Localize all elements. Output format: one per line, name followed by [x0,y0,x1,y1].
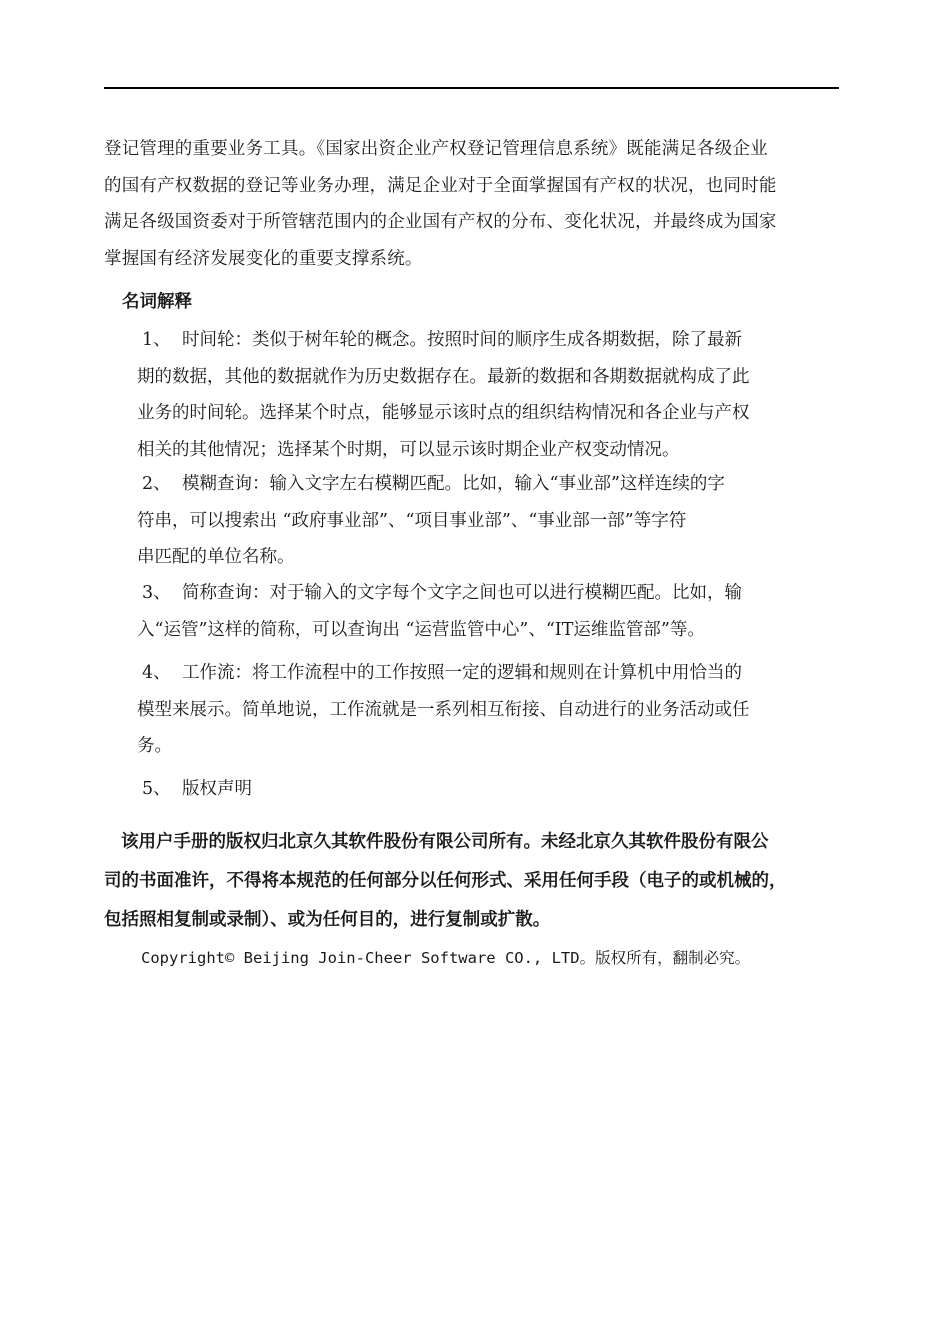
term-line: 相关的其他情况；选择某个时期，可以显示该时期企业产权变动情况。 [137,439,680,460]
copyright-line: 司的书面准许，不得将本规范的任何部分以任何形式、采用任何手段（电子的或机械的， [104,871,787,891]
header-rule [104,87,839,89]
term-number: 2、 [142,474,171,494]
copyright-english-line: Copyright© Beijing Join-Cheer Software CO., LTD。版权所有，翻制必究。 [141,949,751,967]
term-line: 入“运管”这样的简称，可以查询出 “运营监管中心”、“IT运维监管部”等。 [137,619,705,640]
term-line: 期的数据，其他的数据就作为历史数据存在。最新的数据和各期数据就构成了此 [137,366,750,387]
copyright-statement [104,823,844,940]
term-line: 务。 [137,736,172,756]
term-first-line [137,655,837,692]
term-first-line [137,771,837,808]
term-number: 5、 [142,779,171,799]
term-text: 版权声明 [182,779,252,799]
term-line: 串匹配的单位名称。 [137,547,295,567]
glossary-term-copyright [137,771,837,808]
glossary-term-abbreviation-query [137,575,837,648]
term-number: 3、 [142,583,171,603]
glossary-heading: 名词解释 [122,292,192,312]
term-line: 符串，可以搜索出 “政府事业部”、“项目事业部”、“事业部一部”等字符 [137,510,687,531]
glossary-term-fuzzy-query [137,466,837,576]
intro-line: 满足各级国资委对于所管辖范围内的企业国有产权的分布、变化状况，并最终成为国家 [104,212,777,232]
term-first-line [137,575,837,612]
term-text: 简称查询：对于输入的文字每个文字之间也可以进行模糊匹配。比如，输 [182,583,742,603]
intro-line: 掌握国有经济发展变化的重要支撑系统。 [104,248,423,269]
glossary-term-workflow [137,655,837,765]
term-text: 工作流：将工作流程中的工作按照一定的逻辑和规则在计算机中用恰当的 [182,663,742,683]
copyright-line: 包括照相复制或录制）、或为任何目的，进行复制或扩散。 [104,910,551,930]
term-first-line [137,322,837,359]
intro-line: 的国有产权数据的登记等业务办理，满足企业对于全面掌握国有产权的状况，也同时能 [104,175,777,196]
term-number: 1、 [142,330,171,350]
term-first-line [137,466,837,503]
glossary-term-time-wheel [137,322,837,468]
term-number: 4、 [142,663,171,683]
term-line: 模型来展示。简单地说，工作流就是一系列相互衔接、自动进行的业务活动或任 [137,699,750,720]
term-line: 业务的时间轮。选择某个时点，能够显示该时点的组织结构情况和各企业与产权 [137,403,750,423]
intro-line: 登记管理的重要业务工具。《国家出资企业产权登记管理信息系统》既能满足各级企业 [104,139,768,159]
term-text: 模糊查询：输入文字左右模糊匹配。比如，输入“事业部”这样连续的字 [182,474,725,494]
copyright-line: 该用户手册的版权归北京久其软件股份有限公司所有。未经北京久其软件股份有限公 [121,832,769,852]
term-text: 时间轮：类似于树年轮的概念。按照时间的顺序生成各期数据，除了最新 [182,330,742,350]
intro-paragraph [104,131,838,277]
